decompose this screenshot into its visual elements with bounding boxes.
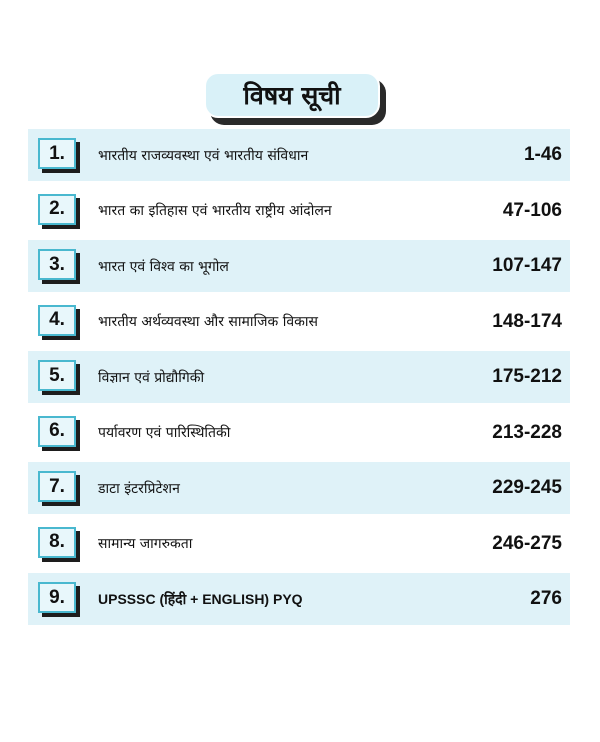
page-range: 1-46 (523, 144, 562, 165)
page-range: 229-245 (492, 477, 562, 498)
table-of-contents (28, 129, 570, 629)
chapter-number-badge (38, 249, 80, 283)
page-range: 175-212 (492, 366, 562, 387)
chapter-title: पर्यावरण एवं पारिस्थितिकी (98, 425, 231, 441)
chapter-title: डाटा इंटरप्रिटेशन (98, 480, 180, 497)
toc-row-6[interactable] (28, 407, 570, 459)
chapter-title: UPSSSC (हिंदी + ENGLISH) PYQ (98, 590, 303, 607)
page-range: 148-174 (492, 310, 562, 332)
chapter-number: 5. (38, 360, 76, 391)
page-range: 47-106 (502, 199, 562, 221)
chapter-title: भारत का इतिहास एवं भारतीय राष्ट्रीय आंदोलन (98, 203, 332, 219)
chapter-title: भारतीय राजव्यवस्था एवं भारतीय संविधान (98, 147, 309, 164)
chapter-title: सामान्य जागरुकता (98, 536, 193, 552)
toc-row-8[interactable] (28, 518, 570, 570)
chapter-number: 7. (38, 471, 76, 502)
toc-row-5[interactable] (28, 351, 570, 403)
chapter-number: 4. (38, 305, 76, 336)
chapter-number-badge (38, 194, 80, 228)
chapter-number: 9. (38, 582, 76, 613)
chapter-title: विज्ञान एवं प्रोद्यौगिकी (98, 369, 205, 386)
toc-row-1[interactable] (28, 129, 570, 181)
chapter-title: भारतीय अर्थव्यवस्था और सामाजिक विकास (98, 314, 318, 330)
toc-row-7[interactable] (28, 462, 570, 514)
chapter-number-badge (38, 527, 80, 561)
toc-title-banner (204, 72, 386, 122)
chapter-number: 1. (38, 138, 76, 169)
chapter-number-badge (38, 582, 80, 616)
page-range: 276 (530, 588, 562, 609)
toc-row-9[interactable] (28, 573, 570, 625)
chapter-number-badge (38, 360, 80, 394)
toc-row-4[interactable] (28, 296, 570, 348)
chapter-number: 6. (38, 416, 76, 447)
page-range: 213-228 (492, 421, 562, 443)
chapter-number: 8. (38, 527, 76, 558)
chapter-number: 2. (38, 194, 76, 225)
chapter-title: भारत एवं विश्व का भूगोल (98, 258, 229, 275)
toc-row-3[interactable] (28, 240, 570, 292)
page-range: 246-275 (492, 532, 562, 554)
chapter-number-badge (38, 138, 80, 172)
page-title: विषय सूची (204, 72, 380, 118)
chapter-number-badge (38, 416, 80, 450)
chapter-number: 3. (38, 249, 76, 280)
chapter-number-badge (38, 305, 80, 339)
toc-row-2[interactable] (28, 185, 570, 237)
page-range: 107-147 (492, 255, 562, 276)
chapter-number-badge (38, 471, 80, 505)
